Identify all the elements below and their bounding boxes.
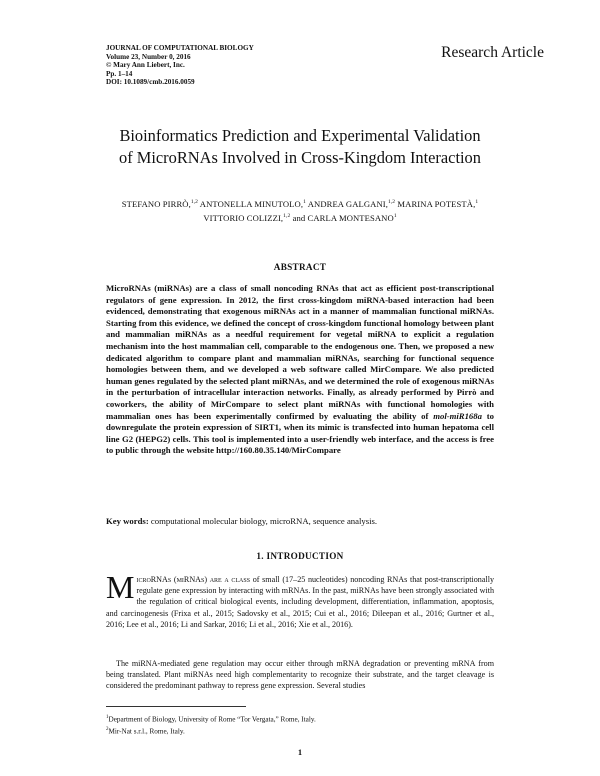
authors-line-1	[0, 196, 600, 210]
author-name: VITTORIO COLIZZI,	[203, 213, 284, 224]
title-line-1: Bioinformatics Prediction and Experimental Validation	[119, 126, 481, 145]
journal-pages: Pp. 1–14	[106, 69, 133, 78]
page-number: 1	[297, 747, 303, 757]
affiliation-marker: 1,2	[283, 213, 291, 220]
author-name: STEFANO PIRRÒ,	[121, 198, 191, 209]
author-name: ANTONELLA MINUTOLO,	[198, 198, 304, 209]
footnotes	[106, 713, 316, 737]
footnote-text: Mir-Nat s.r.l., Rome, Italy.	[108, 727, 185, 736]
affiliation-marker: 1	[393, 213, 397, 220]
mirna-name: mol-miR168a	[433, 410, 482, 421]
abstract-part-2: to downregulate the protein expression of SIRT1, when its mimic is transfected into human hepatoma cell line G2 (HEPG2) cells. This tool is implemented into a user-friendly web interface, and the access is free to public through the website http://160.80.35.140/MirCompare	[106, 410, 494, 456]
authors-line-2	[0, 210, 600, 224]
keywords-label: Key words:	[106, 516, 149, 526]
affiliation-marker: 1,2	[387, 199, 396, 205]
footnote-marker: 1	[106, 715, 109, 720]
drop-cap: M	[106, 569, 135, 605]
footnote-marker: 2	[106, 726, 109, 732]
footnote-text: Department of Biology, University of Rome “Tor Vergata,” Rome, Italy.	[108, 715, 316, 724]
introduction-paragraph-1	[106, 569, 494, 630]
affiliation-marker: 1,2	[190, 199, 199, 205]
abstract-part-1: MicroRNAs (miRNAs) are a class of small noncoding RNAs that act as efficient post-transcriptional regulators of gene expression. In 2012, the first cross-kingdom miRNA-based interaction had been evidenced, demonstrating that exogenous miRNAs act in a manner of mammalian functional miRNAs. Starting from this evidence, we defined the concept of cross-kingdom functional homology between plant and mammalian miRNAs as a needful requirement for vegetal miRNA to explicit a regulation mechanism into the host mammalian cell, comparable to the endogenous one. Then, we proposed a new dedicated algorithm to compare plant and mammalian miRNAs, searching for functional sequence homologies between them, and we developed a web software called MirCompare. We also predicted human genes regulated by the selected plant miRNAs, and we determined the role of exogenous miRNAs in the perturbation of intracellular interaction networks. Finally, as already performed by Pirrò and coworkers, the ability of MirCompare to select plant miRNAs with functional homologies with mammalian ones has been experimentally confirmed by evaluating the ability of	[106, 283, 494, 421]
journal-copyright: © Mary Ann Liebert, Inc.	[106, 61, 185, 70]
affiliation-marker: 1	[475, 199, 479, 205]
author-name: ANDREA GALGANI,	[305, 198, 388, 209]
footnote-2	[106, 725, 316, 737]
paper-title	[0, 125, 600, 169]
journal-info	[106, 44, 254, 87]
footnote-1	[106, 713, 316, 725]
journal-name: JOURNAL OF COMPUTATIONAL BIOLOGY	[106, 44, 254, 52]
abstract-heading: ABSTRACT	[273, 262, 327, 272]
keywords-text: computational molecular biology, microRNA, sequence analysis.	[148, 516, 378, 526]
author-name: and CARLA MONTESANO	[290, 213, 394, 224]
abstract-text	[106, 283, 494, 457]
footnote-rule	[106, 706, 246, 707]
intro-body-1: of small (17–25 nucleotides) noncoding RNAs that post-transcriptionally regulate gene expression by interacting with mRNAs. In the past, miRNAs have been strongly associated with the regulation of critical biological events, including development, differentiation, inflammation, apoptosis, and carcinogenesis (Frixa et al., 2015; Sadovsky et al., 2015; Cui et al., 2016; Dileepan et al., 2016; Gurtner et al., 2016; Lee et al., 2016; Li and Sarkar, 2016; Li et al., 2016; Xie et al., 2016).	[106, 575, 494, 629]
introduction-heading: 1. INTRODUCTION	[256, 551, 344, 561]
article-type: Research Article	[441, 44, 544, 61]
intro-lead: icroRNAs (miRNAs) are a class	[136, 575, 251, 584]
journal-doi: DOI: 10.1089/cmb.2016.0059	[106, 78, 195, 87]
introduction-paragraph-2: The miRNA-mediated gene regulation may occur either through mRNA degradation or preventing mRNA from being translated. Plant miRNAs need high complementarity to recognize their substrate, and the target cleavage is considered the predominant pathway to repress gene expression. Several studies	[106, 659, 494, 691]
keywords	[106, 516, 494, 528]
journal-volume: Volume 23, Number 0, 2016	[106, 52, 191, 61]
title-line-2: of MicroRNAs Involved in Cross-Kingdom Interaction	[119, 148, 481, 167]
author-name: MARINA POTESTÀ,	[395, 198, 476, 209]
affiliation-marker: 1	[303, 199, 306, 205]
author-list	[0, 196, 600, 225]
